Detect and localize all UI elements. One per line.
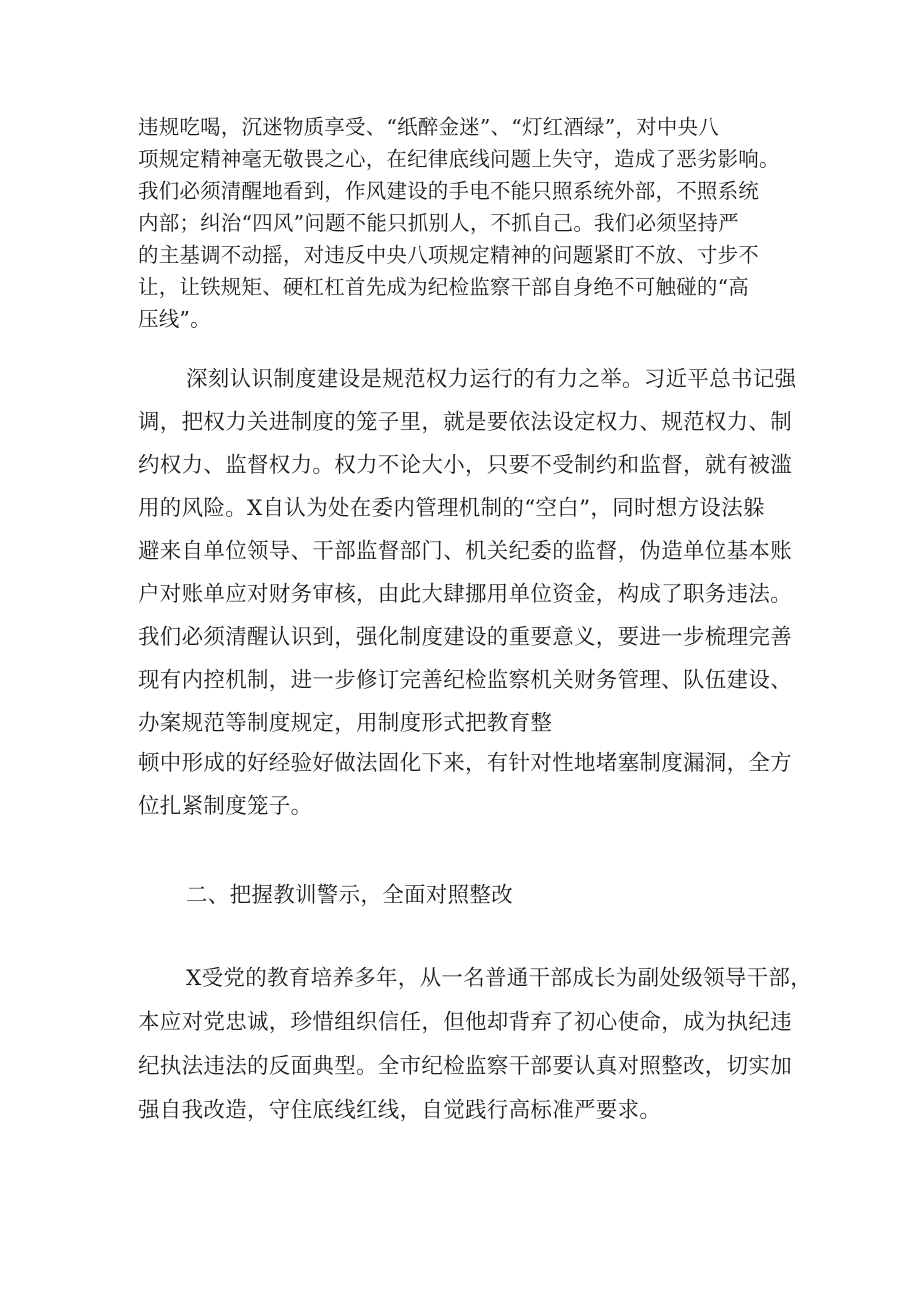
paragraph-2-line-11: 位扎紧制度笼子。 (138, 794, 313, 819)
paragraph-1-line-4: 内部；纠治“四风”问题不能只抓别人，不抓自己。我们必须坚持严 (138, 211, 739, 235)
paragraph-1-line-5: 的主基调不动摇，对违反中央八项规定精神的问题紧盯不放、寸步不 (138, 243, 759, 267)
heading-2: 二、把握教训警示，全面对照整改 (186, 883, 514, 908)
paragraph-3-line-1: X受党的教育培养多年，从一名普通干部成长为副处级领导干部， (186, 966, 813, 991)
paragraph-2-line-5: 避来自单位领导、干部监督部门、机关纪委的监督，伪造单位基本账 (138, 539, 793, 564)
paragraph-1-line-2: 项规定精神毫无敬畏之心，在纪律底线问题上失守，造成了恶劣影响。 (138, 147, 780, 171)
paragraph-3-line-3: 纪执法违法的反面典型。全市纪检监察干部要认真对照整改，切实加 (138, 1054, 793, 1079)
paragraph-2-line-7: 我们必须清醒认识到，强化制度建设的重要意义，要进一步梳理完善 (138, 625, 793, 650)
paragraph-3-line-4: 强自我改造，守住底线红线，自觉践行高标准严要求。 (138, 1098, 662, 1123)
paragraph-2-line-9: 办案规范等制度规定，用制度形式把教育整 (138, 711, 553, 736)
paragraph-2-line-8: 现有内控机制，进一步修订完善纪检监察机关财务管理、队伍建设、 (138, 668, 793, 693)
paragraph-1-line-3: 我们必须清醒地看到，作风建设的手电不能只照系统外部，不照系统 (138, 179, 759, 203)
paragraph-2-line-6: 户对账单应对财务审核，由此大肆挪用单位资金，构成了职务违法。 (138, 582, 793, 607)
paragraph-2-line-1: 深刻认识制度建设是规范权力运行的有力之举。习近平总书记强 (186, 367, 797, 392)
paragraph-2-line-4: 用的风险。X自认为处在委内管理机制的“空白”，同时想方设法躲 (138, 496, 765, 521)
paragraph-1-line-7: 压线”。 (138, 307, 211, 331)
paragraph-3-line-2: 本应对党忠诚，珍惜组织信任，但他却背弃了初心使命，成为执纪违 (138, 1010, 793, 1035)
paragraph-2-line-10: 顿中形成的好经验好做法固化下来，有针对性地堵塞制度漏洞，全方 (138, 751, 793, 776)
paragraph-1-line-6: 让，让铁规矩、硬杠杠首先成为纪检监察干部自身绝不可触碰的“高 (138, 275, 749, 299)
paragraph-2-line-3: 约权力、监督权力。权力不论大小，只要不受制约和监督，就有被滥 (138, 453, 793, 478)
paragraph-2-line-2: 调，把权力关进制度的笼子里，就是要依法设定权力、规范权力、制 (138, 410, 793, 435)
paragraph-1-line-1: 违规吃喝，沉迷物质享受、“纸醉金迷”、“灯红酒绿”，对中央八 (138, 115, 719, 139)
